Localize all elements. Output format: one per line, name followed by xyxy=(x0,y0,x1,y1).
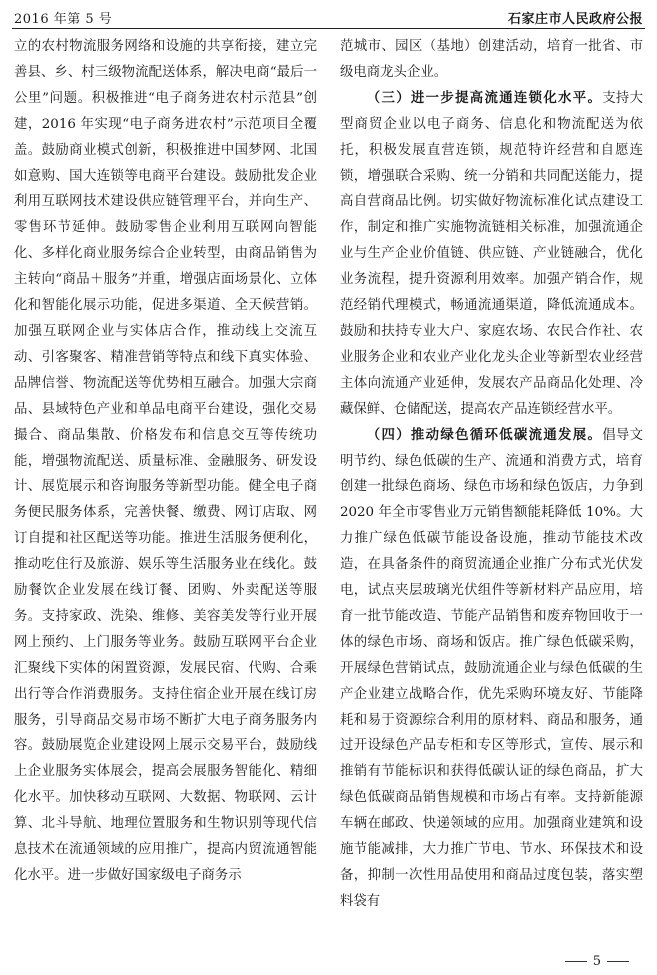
footer-dash-left xyxy=(565,961,587,962)
section-3-paragraph xyxy=(340,86,643,423)
page-footer xyxy=(559,954,635,969)
section-4-heading: （四）推动绿色循环低碳流通发展。 xyxy=(366,426,603,443)
header-divider xyxy=(12,28,645,29)
issue-label: 2016 年第 5 号 xyxy=(14,12,113,27)
continuation-paragraph: 范城市、园区（基地）创建活动，培育一批省、市级电商龙头企业。 xyxy=(340,39,643,80)
left-column-text: 立的农村物流服务网络和设施的共享衔接，建立完善县、乡、村三级物流配送体系，解决电商“最后一公里”问题。积极推进“电子商务进农村示范县”创建，2016 年实现“电子商务进农村”示范项目全覆盖。鼓励商业模式创新，积极推进中国梦网、北国如意购、国大连锁等电商平台建设。鼓励批发企业利用互联网技术建设供应链管理平台，并向生产、零售环节延伸。鼓励零售企业利用互联网向智能化、多样化商业服务综合企业转型，由商品销售为主转向“商品＋服务”并重，增强店面场景化、立体化和智能化展示功能，促进多渠道、全天候营销。加强互联网企业与实体店合作，推动线上交流互动、引客聚客、精准营销等特点和线下真实体验、品牌信誉、物流配送等优势相互融合。加强大宗商品、县域特色产业和单品电商平台建设，强化交易撮合、商品集散、价格发布和信息交互等传统功能，增强物流配送、质量标准、金融服务、研发设计、展览展示和咨询服务等新型功能。健全电子商务便民服务体系，完善快餐、缴费、网订店取、网订自提和社区配送等功能。推进生活服务便利化，推动吃住行及旅游、娱乐等生活服务业在线化。鼓励餐饮企业发展在线订餐、团购、外卖配送等服务。支持家政、洗染、维修、美容美发等行业开展网上预约、上门服务等业务。鼓励互联网平台企业汇聚线下实体的闲置资源，发展民宿、代购、合乘出行等合作消费服务。支持住宿企业开展在线订房服务，引导商品交易市场不断扩大电子商务服务内容。鼓励展览企业建设网上展示交易平台，鼓励线上企业服务实体展会，提高会展服务智能化、精细化水平。加快移动互联网、大数据、物联网、云计算、北斗导航、地理位置服务和生物识别等现代信息技术在流通领域的应用推广，提高内贸流通智能化水平。进一步做好国家级电子商务示 xyxy=(14,39,317,883)
footer-dash-right xyxy=(607,961,629,962)
right-column xyxy=(340,34,643,915)
publication-title: 石家庄市人民政府公报 xyxy=(507,12,643,27)
section-4-body: 倡导文明节约、绿色低碳的生产、流通和消费方式，培育创建一批绿色商场、绿色市场和绿色饭店，力争到 2020 年全市零售业万元销售额能耗降低 10%。大力推广绿色低碳节能设备设施，推动节能技术改造，在具备条件的商贸流通企业推广分布式光伏发电，试点夹层玻璃光伏组件等新材料产品应用，培育一批节能改造、节能产品销售和废弃物回收于一体的绿色市场、商场和饭店。推广绿色低碳采购，开展绿色营销试点，鼓励流通企业与绿色低碳的生产企业建立战略合作，优先采购环境友好、节能降耗和易于资源综合利用的原材料、商品和服务，通过开设绿色产品专柜和专区等形式，宣传、展示和推销有节能标识和获得低碳认证的绿色商品，扩大绿色低碳商品销售规模和市场占有率。支持新能源车辆在邮政、快递领域的应用。加强商业建筑和设施节能减排，大力推广节电、节水、环保技术和设备，抑制一次性用品使用和商品过度包装，落实塑料袋有 xyxy=(340,427,644,909)
left-column xyxy=(14,34,317,889)
section-4-paragraph xyxy=(340,423,643,915)
section-3-body: 支持大型商贸企业以电子商务、信息化和物流配送为依托，积极发展直营连锁，规范特许经营和自愿连锁，增强联合采购、统一分销和共同配送能力，提高自营商品比例。切实做好物流标准化试点建设工作，制定和推广实施物流链相关标准，加强流通企业与生产企业价值链、供应链、产业链融合，优化业务流程，提升资源利用效率。加强产销合作，规范经销代理模式，畅通流通渠道，降低流通成本。鼓励和扶持专业大户、家庭农场、农民合作社、农业服务企业和农业产业化龙头企业等新型农业经营主体向流通产业延伸，发展农产品商品化处理、冷藏保鲜、仓储配送，提高农产品连锁经营水平。 xyxy=(340,90,644,417)
page-number: 5 xyxy=(592,954,601,969)
section-3-heading: （三）进一步提高流通连锁化水平。 xyxy=(366,89,603,106)
